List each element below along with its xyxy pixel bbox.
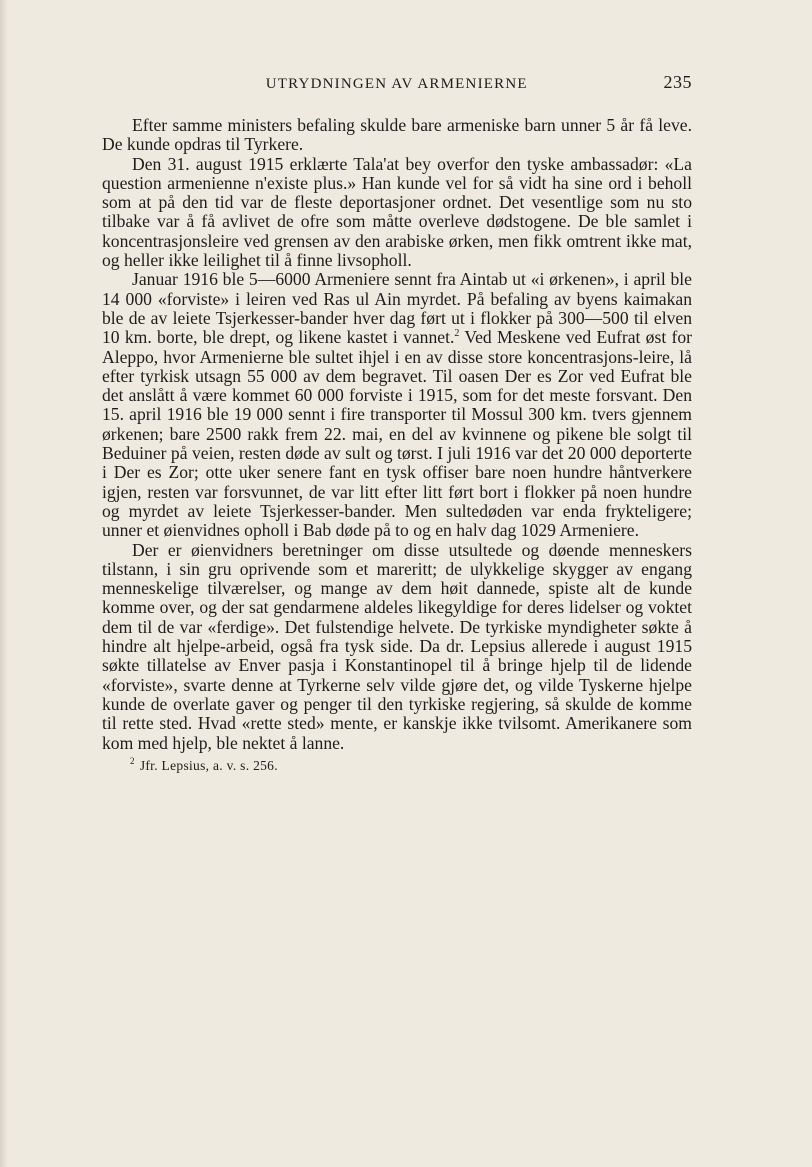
paragraph-3-text-before: Januar 1916 ble 5—6000 Armeniere sennt fra Aintab ut «i ørkenen», i april ble 14 000 «forviste» i leiren ved Ras ul Ain myrdet. På befaling av byens kaimakan ble de av leiete Tsjerkesser-bander hver dag ført ut i flokker på 300—500 til elven 10 km. borte, ble drept, og likene kastet i vannet. [102,269,692,348]
paragraph-4: Der er øienvidners beretninger om disse utsultede og døende menneskers tilstann, i sin gru oprivende som et mareritt; de ulykkelige skygger av engang menneskelige tilværelser, og mange av dem høit dannede, spiste alt de kunde komme over, og der sat gendarmene aldeles likegyldige for deres lidelser og voktet dem til de var «ferdige». Det fulstendige helvete. De tyrkiske myndigheter søkte å hindre alt hjelpe-arbeid, også fra tysk side. Da dr. Lepsius allerede i august 1915 søkte tillatelse av Enver pasja i Konstantinopel til å bringe hjelp til de lidende «forviste», svarte denne at Tyrkerne selv vilde gjøre det, og vilde Tyskerne hjelpe kunde de overlate gaver og penger til den tyrkiske regjering, så skulde de komme til rette sted. Hvad «rette sted» mente, er kanskje ikke tvilsomt. Amerikanere som kom med hjelp, ble nektet å lanne. [102,539,692,753]
running-title: UTRYDNINGEN AV ARMENIERNE [265,76,528,92]
paragraph-3 [102,270,692,540]
footnote-mark: 2 [130,756,135,767]
paragraph-3-text-after: Ved Meskene ved Eufrat øst for Aleppo, hvor Armenierne ble sultet ihjel i en av disse store koncentrasjons-leire, lå efter tyrkisk utsagn 55 000 av dem begravet. Til oasen Der es Zor ved Eufrat ble det anslått å være kommet 60 000 forviste i 1915, som for det meste forsvant. Den 15. april 1916 ble 19 000 sennt i fire transporter til Mossul 300 km. tvers gjennem ørkenen; bare 2500 rakk frem 22. mai, en del av kvinnene og pikene ble solgt til Beduiner på veien, resten døde av sult og tørst. I juli 1916 var det 20 000 deporterte i Der es Zor; otte uker senere fant en tysk offiser bare noen hundre håntverkere igjen, resten var forsvunnet, de var litt efter litt ført bort i flokker på noen hundre og myrdet av leiete Tsjerkesser-bander. Men sultedøden var enda frykteligere; unner et øienvidnes opholl i Bab døde på to og en halv dag 1029 Armeniere. [102,327,693,541]
page-number: 235 [663,72,692,92]
running-head [102,72,692,104]
paragraph-1: Efter samme ministers befaling skulde bare armeniske barn unner 5 år få leve. De kunde opdras til Tyrkere. [102,115,692,155]
footnote-reference: 2 [454,328,460,340]
footnote [102,757,692,774]
body-text [102,116,692,753]
paragraph-2: Den 31. august 1915 erklærte Tala'at bey overfor den tyske ambassadør: «La question armenienne n'existe plus.» Han kunde vel for så vidt ha sine ord i beholl som at på den tid var de fleste deportasjoner ordnet. Det vesentlige som nu sto tilbake var å få avlivet de ofre som måtte overleve dødstogene. De ble samlet i koncentrasjonsleire ved grensen av den arabiske ørken, men fikk omtrent ikke mat, og heller ikke leilighet til å finne livsopholl. [102,153,692,271]
page-edge-shadow [0,0,8,1167]
text-block [102,72,692,774]
footnote-text: Jfr. Lepsius, a. v. s. 256. [139,757,278,773]
